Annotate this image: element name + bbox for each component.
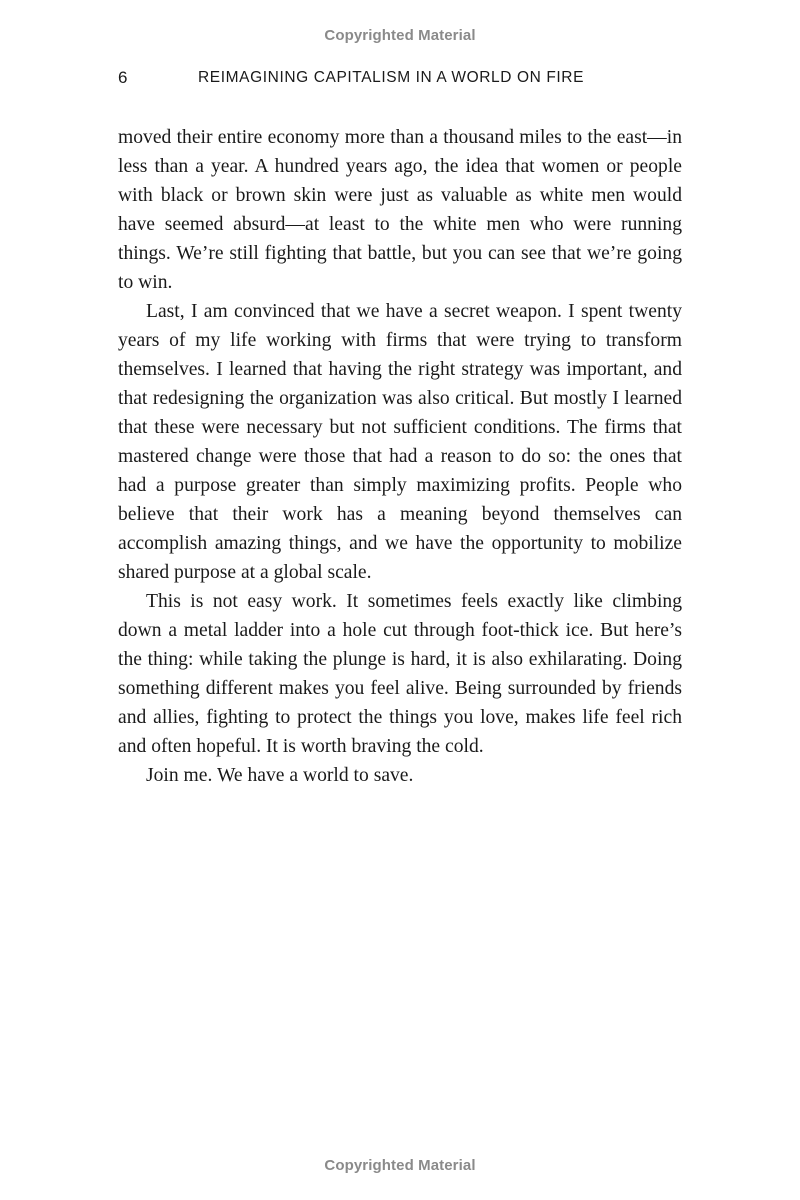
paragraph-1: moved their entire economy more than a thousand miles to the east—in less than a year. A hundred years ago, the idea that women or people with black or brown skin were just as valuable as white men would have seemed absurd—at least to the white men who were running things. We’re still fighting that battle, but you can see that we’re going to win. xyxy=(118,127,682,293)
body-text xyxy=(118,123,682,790)
copyright-watermark-top: Copyrighted Material xyxy=(324,27,476,44)
page-number: 6 xyxy=(118,68,128,87)
running-header xyxy=(118,68,682,90)
paragraph-4: Join me. We have a world to save. xyxy=(146,765,414,786)
copyright-watermark-bottom: Copyrighted Material xyxy=(324,1157,476,1174)
paragraph-3: This is not easy work. It sometimes feels exactly like climbing down a metal ladder into a hole cut through foot-thick ice. But here’s the thing: while taking the plunge is hard, it is also exhilarating. Doing something different makes you feel alive. Being surrounded by friends and allies, fighting to protect the things you love, makes life feel rich and often hopeful. It is worth braving the cold. xyxy=(118,591,682,757)
paragraph-2: Last, I am convinced that we have a secret weapon. I spent twenty years of my life working with firms that were trying to transform themselves. I learned that having the right strategy was important, and that redesigning the organization was also critical. But mostly I learned that these were necessary but not sufficient conditions. The firms that mastered change were those that had a reason to do so: the ones that had a purpose greater than simply maximizing profits. People who believe that their work has a meaning beyond themselves can accomplish amazing things, and we have the opportunity to mobilize shared purpose at a global scale. xyxy=(118,301,682,583)
running-title: REIMAGINING CAPITALISM IN A WORLD ON FIRE xyxy=(198,69,585,86)
